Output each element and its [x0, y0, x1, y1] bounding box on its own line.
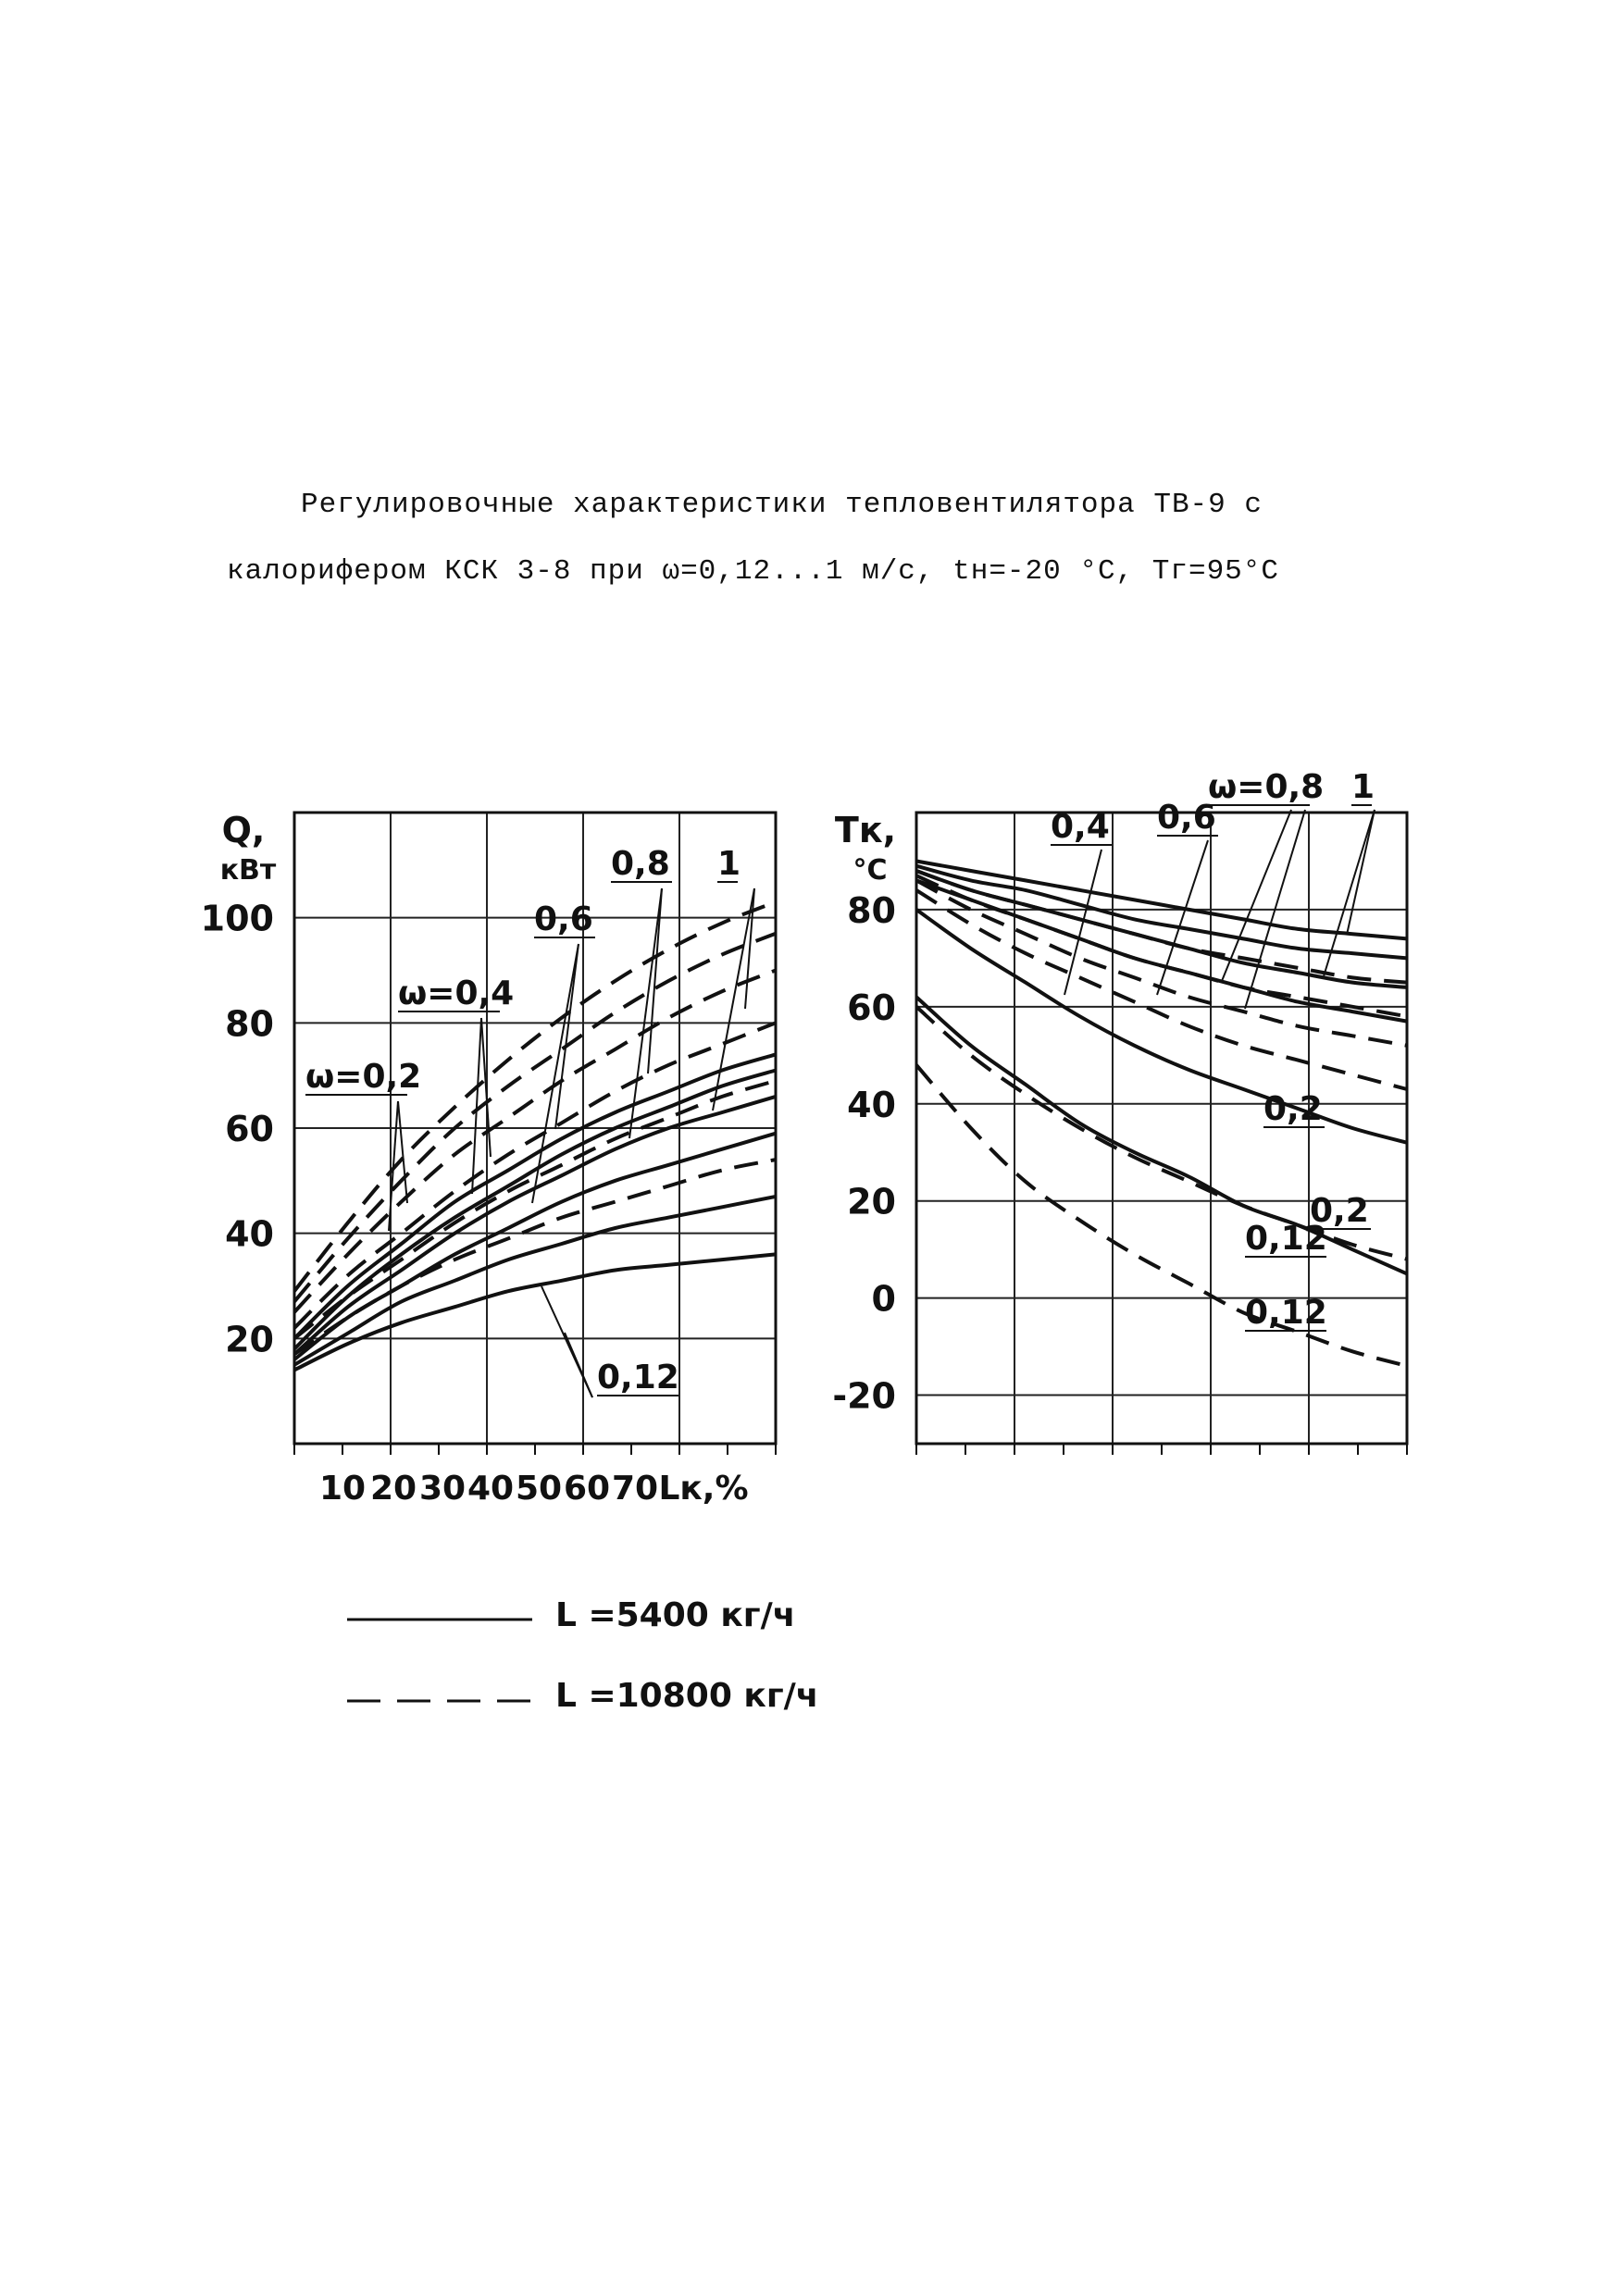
- series-group: [916, 862, 1407, 1367]
- legend-label-solid: L =5400 кг/ч: [555, 1596, 796, 1634]
- x-tick-label: 10: [318, 1470, 367, 1508]
- y-axis-unit: кВт: [219, 854, 277, 887]
- series-line-solid: [294, 1097, 776, 1355]
- leader-line: [398, 1101, 407, 1203]
- leader-line: [532, 944, 579, 1203]
- series-line-solid: [916, 862, 1407, 939]
- x-tick-label: 70: [611, 1470, 659, 1508]
- y-axis-label: Q,: [221, 810, 266, 850]
- x-tick-label: 60: [563, 1470, 611, 1508]
- curve-label: 0,8: [611, 845, 670, 883]
- curve-label: 0,6: [1157, 799, 1216, 837]
- y-tick-label: 80: [847, 889, 896, 931]
- leader-line: [745, 888, 754, 1009]
- y-axis-unit: °С: [853, 854, 888, 887]
- chart-air-temperature: [832, 768, 1407, 1455]
- series-line-solid: [916, 997, 1407, 1273]
- y-tick-label: 60: [225, 1109, 274, 1149]
- legend-label-dashed: L =10800 кг/ч: [555, 1677, 819, 1715]
- y-tick-label: 80: [225, 1003, 274, 1045]
- x-tick-label: 50: [515, 1470, 563, 1508]
- y-tick-label: 40: [225, 1213, 274, 1255]
- series-line-solid: [294, 1134, 776, 1359]
- curve-label: 0,2: [1263, 1090, 1323, 1128]
- series-line-solid: [916, 871, 1407, 987]
- x-tick-label: 30: [418, 1470, 467, 1508]
- curve-label: 0,12: [597, 1359, 679, 1396]
- leader-line: [1347, 810, 1375, 935]
- curve-label: 0,4: [1051, 808, 1110, 846]
- y-tick-label: 40: [847, 1084, 896, 1125]
- x-axis-label: Lк,%: [658, 1470, 749, 1508]
- y-axis-label: Tк,: [834, 810, 897, 850]
- curve-label: 1: [717, 845, 741, 883]
- curve-label: ω=0,4: [398, 974, 515, 1012]
- title-line-1: Регулировочные характеристики тепловентилятора ТВ-9 с: [301, 489, 1263, 521]
- curve-label: 1: [1351, 768, 1375, 806]
- y-tick-label: 20: [225, 1319, 274, 1360]
- y-tick-label: 0: [871, 1278, 896, 1320]
- y-tick-label: 100: [200, 898, 274, 939]
- y-tick-label: 60: [847, 987, 896, 1028]
- series-group: [294, 902, 776, 1371]
- x-tick-label: 40: [467, 1470, 515, 1508]
- y-tick-label: -20: [832, 1375, 896, 1417]
- curve-label: 0,12: [1245, 1220, 1327, 1258]
- curve-label: 0,12: [1245, 1294, 1327, 1332]
- leader-line: [1222, 810, 1291, 981]
- leader-line: [555, 944, 579, 1129]
- leader-line: [565, 1333, 592, 1397]
- curve-label: 0,2: [1310, 1192, 1369, 1230]
- y-tick-label: 20: [847, 1181, 896, 1222]
- curve-label: ω=0,2: [305, 1058, 422, 1096]
- curve-label: ω=0,8: [1208, 768, 1325, 806]
- legend-line-samples: [347, 1620, 532, 1701]
- title-line-2: калорифером КСК 3-8 при ω=0,12...1 м/с, tн=-20 °С, Tг=95°С: [227, 555, 1279, 588]
- x-tick-label: 20: [369, 1470, 417, 1508]
- chart-heat-output: [201, 810, 776, 1508]
- curve-label: 0,6: [534, 900, 593, 938]
- series-line-solid: [294, 1054, 776, 1338]
